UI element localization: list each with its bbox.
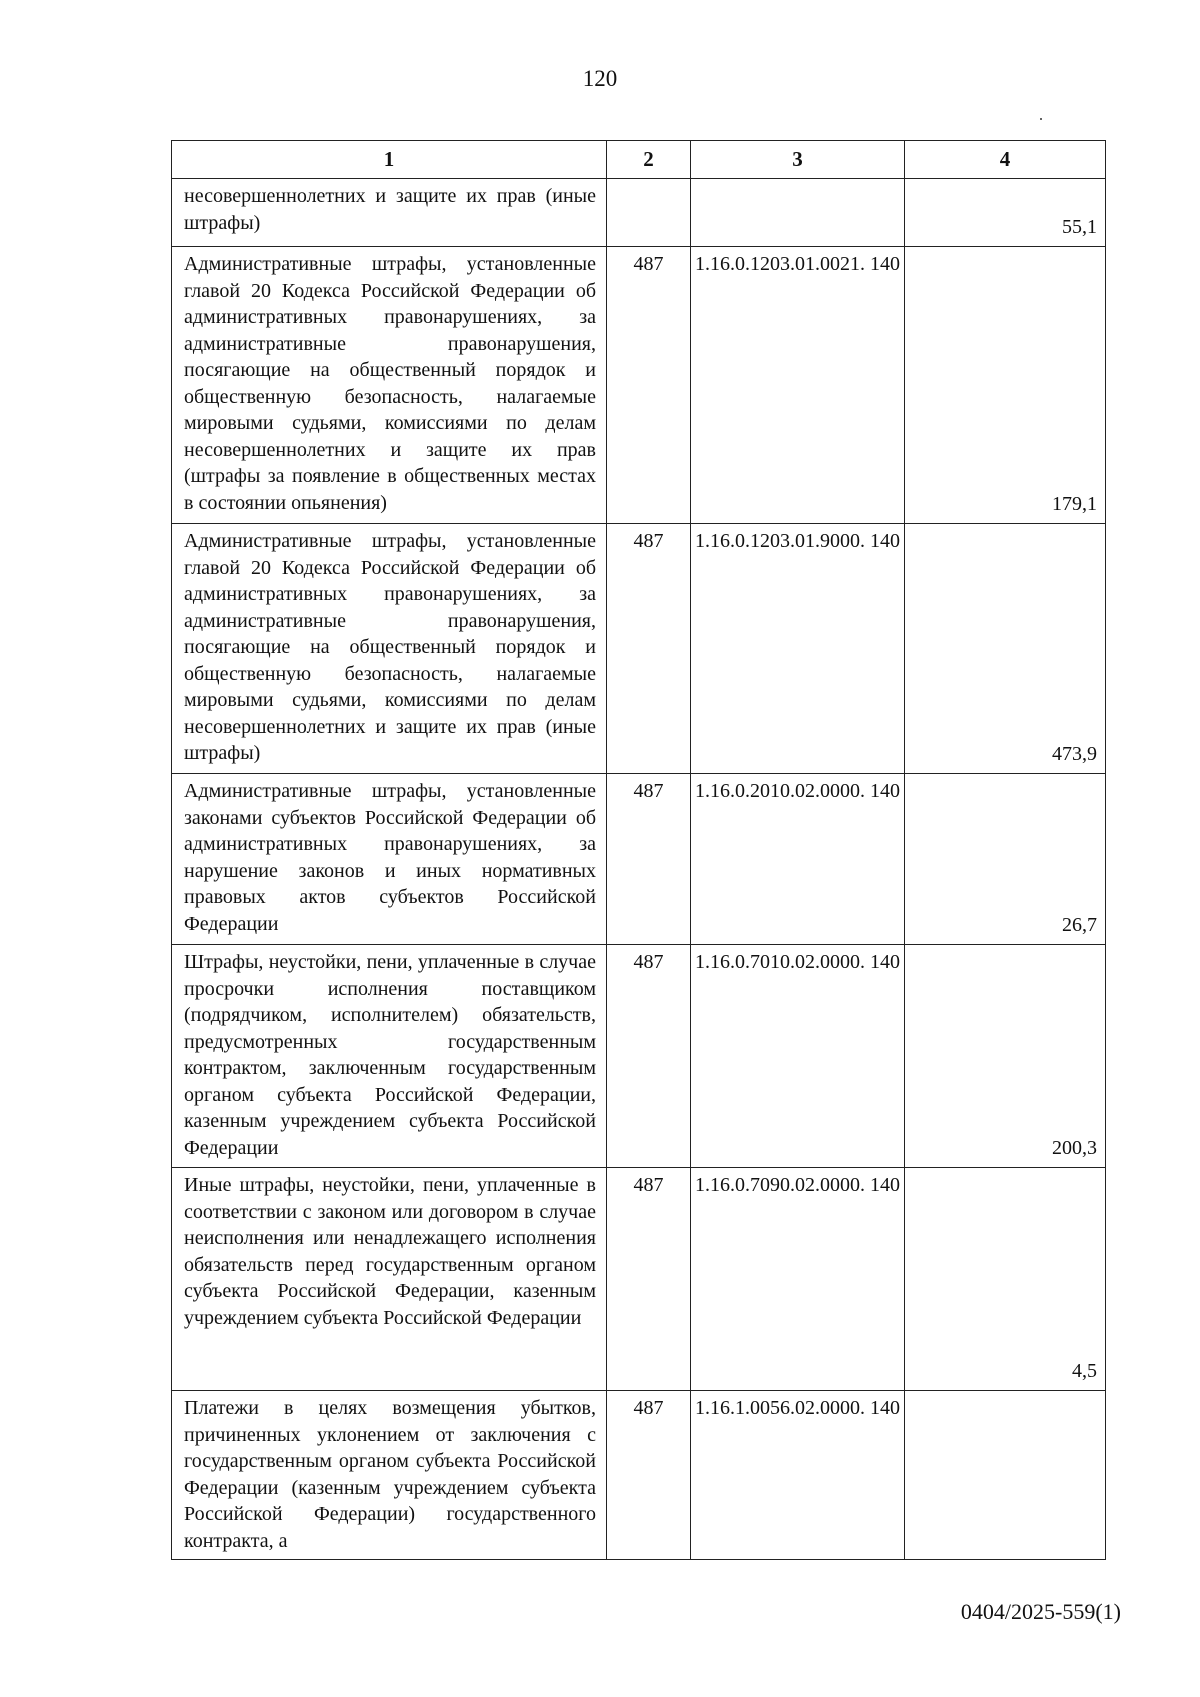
row-budget-code: 1.16.0.7010.02.0000. 140 <box>691 945 905 1168</box>
row-amount: 26,7 <box>905 774 1106 945</box>
revenue-table <box>171 140 1106 1560</box>
row-description: Иные штрафы, неустойки, пени, уплаченные в соответствии с законом или договором в случае неисполнения или ненадлежащего исполнения обязательств перед государственным органом субъекта Российской Федерации, казенным учреждением субъекта Российской Федерации <box>172 1168 607 1391</box>
scan-speck <box>1040 118 1042 120</box>
row-budget-code: 1.16.0.1203.01.0021. 140 <box>691 247 905 524</box>
table-row <box>172 524 1106 774</box>
row-admin-code: 487 <box>607 1391 691 1560</box>
document-code: 0404/2025-559(1) <box>960 1599 1121 1624</box>
column-header-4: 4 <box>905 141 1106 179</box>
row-budget-code: 1.16.0.1203.01.9000. 140 <box>691 524 905 774</box>
row-admin-code: 487 <box>607 247 691 524</box>
row-admin-code <box>607 179 691 247</box>
table-row <box>172 1391 1106 1560</box>
row-budget-code: 1.16.1.0056.02.0000. 140 <box>691 1391 905 1560</box>
row-amount: 4,5 <box>905 1168 1106 1391</box>
table-row <box>172 1168 1106 1391</box>
table-row <box>172 774 1106 945</box>
row-budget-code: 1.16.0.7090.02.0000. 140 <box>691 1168 905 1391</box>
row-description: Штрафы, неустойки, пени, уплаченные в случае просрочки исполнения поставщиком (подрядчиком, исполнителем) обязательств, предусмотренных государственным контрактом, заключенным государственным органом субъекта Российской Федерации, казенным учреждением субъекта Российской Федерации <box>172 945 607 1168</box>
row-budget-code <box>691 179 905 247</box>
column-header-1: 1 <box>172 141 607 179</box>
row-admin-code: 487 <box>607 774 691 945</box>
row-description: Административные штрафы, установленные главой 20 Кодекса Российской Федерации об административных правонарушениях, за административные правонарушения, посягающие на общественный порядок и общественную безопасность, налагаемые мировыми судьями, комиссиями по делам несовершеннолетних и защите их прав (штрафы за появление в общественных местах в состоянии опьянения) <box>172 247 607 524</box>
row-admin-code: 487 <box>607 1168 691 1391</box>
row-amount: 473,9 <box>905 524 1106 774</box>
table-row <box>172 247 1106 524</box>
row-description: несовершеннолетних и защите их прав (иные штрафы) <box>172 179 607 247</box>
table-row <box>172 179 1106 247</box>
row-amount <box>905 1391 1106 1560</box>
page-number: 120 <box>582 66 618 91</box>
row-amount: 179,1 <box>905 247 1106 524</box>
row-admin-code: 487 <box>607 945 691 1168</box>
row-description: Платежи в целях возмещения убытков, причиненных уклонением от заключения с государственным органом субъекта Российской Федерации (казенным учреждением субъекта Российской Федерации) государственного контракта, а <box>172 1391 607 1560</box>
table-row <box>172 945 1106 1168</box>
row-admin-code: 487 <box>607 524 691 774</box>
table-header-row <box>172 141 1106 179</box>
row-budget-code: 1.16.0.2010.02.0000. 140 <box>691 774 905 945</box>
row-description: Административные штрафы, установленные главой 20 Кодекса Российской Федерации об административных правонарушениях, за административные правонарушения, посягающие на общественный порядок и общественную безопасность, налагаемые мировыми судьями, комиссиями по делам несовершеннолетних и защите их прав (иные штрафы) <box>172 524 607 774</box>
column-header-3: 3 <box>691 141 905 179</box>
row-amount: 200,3 <box>905 945 1106 1168</box>
row-amount: 55,1 <box>905 179 1106 247</box>
column-header-2: 2 <box>607 141 691 179</box>
row-description: Административные штрафы, установленные законами субъектов Российской Федерации об административных правонарушениях, за нарушение законов и иных нормативных правовых актов субъектов Российской Федерации <box>172 774 607 945</box>
